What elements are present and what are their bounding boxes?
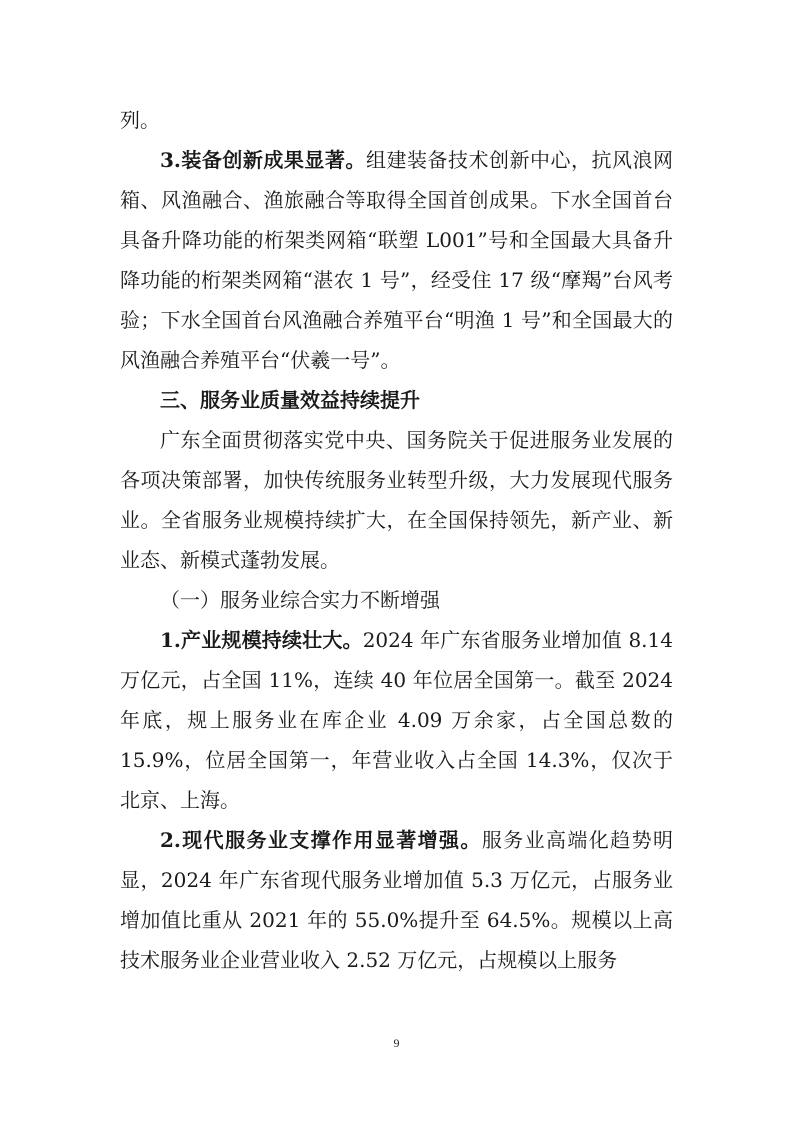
paragraph-text: 组建装备技术创新中心，抗风浪网箱、风渔融合、渔旅融合等取得全国首创成果。下水全国首台具备升降功能的桁架类网箱“联塑 L001”号和全国最大具备升降功能的桁架类网箱“湛农 1 号”，经受住 17 级“摩羯”台风考验；下水全国首台风渔融合养殖平台“明渔 1 号”和全国最大的风渔融合养殖平台“伏羲一号”。: [120, 148, 674, 372]
paragraph-lead: 2.现代服务业支撑作用显著增强。: [160, 828, 482, 852]
continuation-paragraph: [120, 100, 673, 140]
paragraph-text: 服务业高端化趋势明显，2024 年广东省现代服务业增加值 5.3 万亿元，占服务业增加值比重从 2021 年的 55.0%提升至 64.5%。规模以上高技术服务业企业营业收入 2.52 万亿元，占规模以上服务: [120, 828, 673, 972]
body-paragraph-industry-scale: [120, 620, 673, 820]
body-paragraph-equipment-innovation: [120, 140, 673, 380]
body-paragraph-intro: [120, 420, 673, 580]
paragraph-text: 广东全面贯彻落实党中央、国务院关于促进服务业发展的各项决策部署，加快传统服务业转型升级，大力发展现代服务业。全省服务业规模持续扩大，在全国保持领先，新产业、新业态、新模式蓬勃发展。: [120, 428, 673, 572]
page-body: [120, 100, 673, 980]
page-number: 9: [393, 1036, 400, 1050]
section-heading: 三、服务业质量效益持续提升: [160, 388, 420, 412]
paragraph-text: 2024 年广东省服务业增加值 8.14 万亿元，占全国 11%，连续 40 年位居全国第一。截至 2024 年底，规上服务业在库企业 4.09 万余家，占全国总数的 15.9%，位居全国第一，年营业收入占全国 14.3%，仅次于北京、上海。: [120, 628, 673, 812]
paragraph-text: 列。: [120, 108, 160, 132]
body-paragraph-modern-services: [120, 820, 673, 980]
paragraph-lead: 1.产业规模持续壮大。: [160, 628, 363, 652]
subsection-heading: （一）服务业综合实力不断增强: [160, 588, 440, 612]
paragraph-lead: 3.装备创新成果显著。: [160, 148, 366, 172]
